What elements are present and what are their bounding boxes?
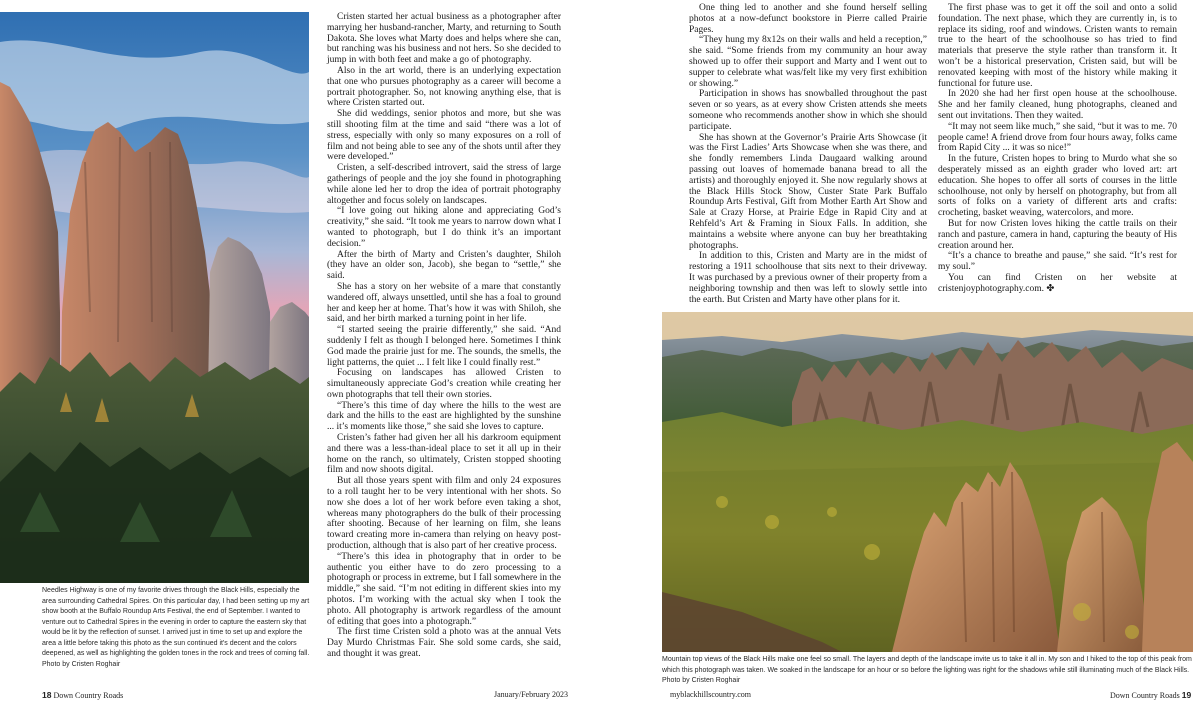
paragraph: “It’s a chance to breathe and pause,” she said. “It’s rest for my soul.” <box>938 251 1177 273</box>
paragraph: She has a story on her website of a mare that constantly wandered off, always unsettled, until she has a foal to ground her and keep her at home. That’s how it was with Shiloh, she said, and her birth marked a turning point in her life. <box>327 281 561 325</box>
paragraph: But for now Cristen loves hiking the cattle trails on their ranch and pasture, camera in hand, capturing the beauty of His creation around her. <box>938 218 1177 251</box>
left-footer-folio <box>42 690 123 700</box>
paragraph: Also in the art world, there is an underlying expectation that one who pursues photography as a career will become a portrait photographer. So, not knowing anything else, that is where Cristen started out. <box>327 65 561 109</box>
article-column-2 <box>689 3 927 305</box>
paragraph: “They hung my 8x12s on their walls and held a reception,” she said. “Some friends from my community an hour away showed up to offer their support and Marty and I went out to supper to celebrate what was/felt like my very first exhibition or showing.” <box>689 35 927 89</box>
paragraph: But all those years spent with film and only 24 exposures to a roll taught her to be very intentional with her shots. So now she does a lot of her work before even taking a shot, whereas many photographers do the bulk of their processing after shooting. Because of her learning on film, she leans toward creating more in-camera than relying on heavy post-production, although that is also part of her creative process. <box>327 476 561 552</box>
paragraph: “It may not seem like much,” she said, “but it was to me. 70 people came! A friend drove from four hours away, folks came from Rapid City ... it was so nice!” <box>938 121 1177 154</box>
paragraph: Cristen’s father had given her all his darkroom equipment and there was a less-than-ideal place to set it all up in their home on the ranch, so ultimately, Cristen stopped shooting film and now shoots digital. <box>327 433 561 476</box>
paragraph: Cristen, a self-described introvert, said the stress of large gatherings of people and the joy she found in photographing while alone led her to drop the idea of portrait photography altogether and focus solely on landscapes. <box>327 163 561 206</box>
left-magazine-name: Down Country Roads <box>53 691 124 700</box>
paragraph: “I love going out hiking alone and appreciating God’s creativity,” she said. “It took me years to narrow down what I wanted to photograph, but I do think it’s an important decision.” <box>327 206 561 249</box>
left-photo-caption: Needles Highway is one of my favorite drives through the Black Hills, especially the area surrounding Cathedral Spires. On this particular day, I had been setting up my art show booth at the Buffalo Roundup Arts Festival, the end of September. I wanted to venture out to Cathedral Spires in the evening in order to capture the eastern sky that would be lit by the reflection of sunset. I arrived just in time to set up and explore the area a little before taking this photo as the sun continued it's decent and the colors deepened, as well as highlighting the golden tones in the rock and trees of coming fall. Photo by Cristen Roghair <box>42 587 310 668</box>
paragraph: The first phase was to get it off the soil and onto a solid foundation. The next phase, which they are currently in, is to replace its siding, roof and windows. Cristen wants to remain true to the heart of the schoolhouse so has tried to find materials that preserve the style rather than transform it. It won’t be a historical preservation, Cristen said, but will be renovated keeping with most of the history while making it functional for future use. <box>938 3 1177 89</box>
paragraph: She has shown at the Governor’s Prairie Arts Showcase (it was the First Ladies’ Arts Showcase when she was there, and she fondly remembers Linda Daugaard walking around passing out loaves of homemade banana bread to all the artists) and thoroughly enjoyed it. She now regularly shows at the Black Hills Stock Show, Custer State Park Buffalo Roundup Arts Festival, Gift from Mother Earth Art Show and Sale at Crazy Horse, at Prairie Edge in Rapid City and at Rehfeld’s Art & Framing in Sioux Falls. In addition, she maintains a website where anyone can buy her breathtaking photographs. <box>689 132 927 251</box>
paragraph: In the future, Cristen hopes to bring to Murdo what she so desperately missed as an eighth grader who loved art: art education. She hopes to offer all sorts of courses in the little schoolhouse, not only by herself on photography, but from all sorts of folks on a variety of different arts and crafts: crocheting, basket weaving, watercolors, and more. <box>938 154 1177 219</box>
paragraph: In 2020 she had her first open house at the schoolhouse. She and her family cleaned, hung photographs, cleaned and sent out invitations. Then they waited. <box>938 89 1177 121</box>
right-footer-folio <box>1110 690 1191 700</box>
paragraph: One thing led to another and she found herself selling photos at a now-defunct bookstore in Pierre called Prairie Pages. <box>689 3 927 35</box>
left-page-number: 18 <box>42 690 52 700</box>
cathedral-spires-image <box>0 12 309 583</box>
article-column-3 <box>938 3 1177 293</box>
paragraph: You can find Cristen on her website at cristenjoyphotography.com. ✤ <box>938 272 1177 294</box>
issue-date: January/February 2023 <box>494 690 568 699</box>
paragraph: Cristen started her actual business as a photographer after marrying her husband-rancher, Marty, and returning to South Dakota. She loves what Marty does and helps where she can, but ranching was his business and not hers. So she decided to jump in with both feet and make a go of photography. <box>327 12 561 66</box>
paragraph: The first time Cristen sold a photo was at the annual Vets Day Murdo Christmas Fair. She sold some cards, she said, and thought it was great. <box>327 627 561 660</box>
paragraph: “I started seeing the prairie differently,” she said. “And suddenly I felt as though I belonged here. Sometimes I think God made the prairie just for me. The sounds, the smells, the light patterns, the quiet ... I felt like I could finally rest.” <box>327 325 561 368</box>
cathedral-spires-photo <box>0 12 309 583</box>
right-magazine-name: Down Country Roads <box>1110 691 1180 700</box>
paragraph: “There’s this time of day where the hills to the west are dark and the hills to the east are highlighted by the sunshine ... it’s moments like those,” she said she loves to capture. <box>327 400 561 433</box>
paragraph: Participation in shows has snowballed throughout the past seven or so years, as at every show Cristen attends she meets someone who recommends another show in which she should participate. <box>689 89 927 132</box>
paragraph: She did weddings, senior photos and more, but she was still shooting film at the time and said “there was a lot of stress, especially with only so many exposures on a roll of film and not being able to see any of the shots until after they were developed.” <box>327 109 561 163</box>
right-photo-caption: Mountain top views of the Black Hills make one feel so small. The layers and depth of the landscape invite us to take it all in. My son and I hiked to the top of this peak from which this photograph was taken. We soaked in the landscape for an hour or so before the lighting was right for the shadows while still illuminating much of the Black Hills. Photo by Cristen Roghair <box>662 656 1192 684</box>
website-url: myblackhillscountry.com <box>670 690 752 699</box>
article-column-1 <box>327 12 561 672</box>
black-hills-landscape-image <box>662 312 1193 652</box>
black-hills-landscape-photo <box>662 312 1193 652</box>
paragraph: “There’s this idea in photography that in order to be authentic you either have to do zero processing to a photograph or process in extreme, but I fall somewhere in the middle,” she said. “I’m not editing in different skies into my photos. I’m working with the actual sky when I took the photo. All photography is artwork regardless of the amount of editing that goes into a photograph.” <box>327 551 561 627</box>
paragraph: In addition to this, Cristen and Marty are in the midst of restoring a 1911 schoolhouse that sits next to their driveway. It was purchased by a previous owner of their property from a neighboring township and then was left to slowly settle into the earth. But Cristen and Marty have other plans for it. <box>689 251 927 305</box>
right-page-number: 19 <box>1181 690 1192 700</box>
paragraph: After the birth of Marty and Cristen’s daughter, Shiloh (they have an older son, Jacob), she began to “settle,” she said. <box>327 249 561 282</box>
paragraph: Focusing on landscapes has allowed Cristen to simultaneously appreciate God’s creation while creating her own photographs that tell their own stories. <box>327 368 561 400</box>
